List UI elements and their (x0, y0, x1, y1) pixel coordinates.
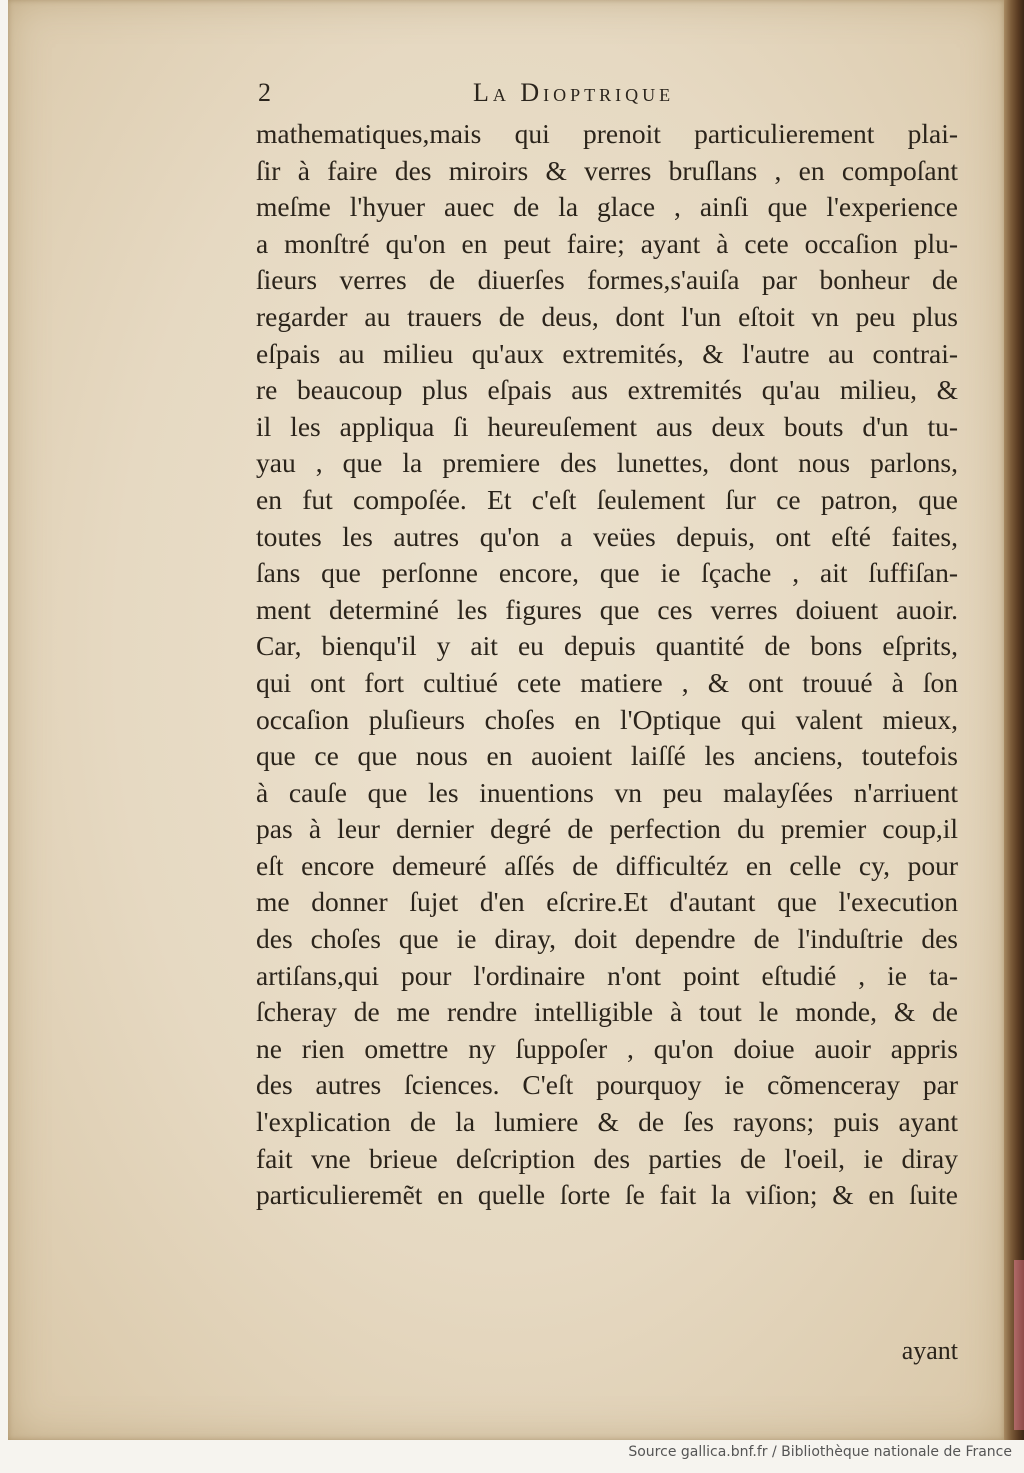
text-line: re beaucoup plus eſpais aus extremités qu'au milieu, & (256, 374, 958, 406)
catchword: ayant (901, 1336, 958, 1365)
text-line: Car, bienqu'il y ait eu depuis quantité de bons eſprits, (256, 630, 958, 662)
text-line: mathematiques,mais qui prenoit particulierement plai- (256, 118, 958, 149)
text-line: ſieurs verres de diuerſes formes,s'auiſa par bonheur de (256, 264, 958, 296)
text-line: que ce que nous en auoient laiſſé les anciens, toutefois (256, 740, 958, 772)
text-line: eſt encore demeuré aſſés de difficultéz en celle cy, pour (256, 849, 958, 881)
body-text (256, 116, 958, 1365)
text-line: a monſtré qu'on en peut faire; ayant à cete occaſion plu- (256, 227, 958, 259)
text-line: pas à leur dernier degré de perfection du premier coup,il (256, 813, 958, 845)
text-line: yau , que la premiere des lunettes, dont nous parlons, (256, 447, 958, 479)
text-line: eſpais au milieu qu'aux extremités, & l'autre au contrai- (256, 337, 958, 369)
text-line: l'explication de la lumiere & de ſes rayons; puis ayant (256, 1106, 958, 1138)
text-line: regarder au trauers de deus, dont l'un eſtoit vn peu plus (256, 300, 958, 332)
page-edge (1004, 0, 1024, 1440)
text-line: des choſes que ie diray, doit dependre de l'induſtrie des (256, 923, 958, 955)
text-line: toutes les autres qu'on a veües depuis, ont eſté faites, (256, 520, 958, 552)
page-number: 2 (258, 78, 271, 107)
text-line: ſcheray de me rendre intelligible à tout le monde, & de (256, 996, 958, 1028)
text-line: ſans que perſonne encore, que ie ſçache , ait ſuffiſan- (256, 557, 958, 589)
text-line: des autres ſciences. C'eſt pourquoy ie cõmenceray par (256, 1069, 958, 1101)
text-line: occaſion pluſieurs choſes en l'Optique qui valent mieux, (256, 703, 958, 735)
text-line: à cauſe que les inuentions vn peu malayſées n'arriuent (256, 776, 958, 808)
source-credit: Source gallica.bnf.fr / Bibliothèque nationale de France (628, 1444, 1012, 1460)
text-line: particulieremẽt en quelle ſorte ſe fait la viſion; & en ſuite (256, 1179, 958, 1211)
text-line: en fut compoſée. Et c'eſt ſeulement ſur ce patron, que (256, 483, 958, 515)
running-title: La Dioptrique (473, 78, 675, 107)
text-line: ne rien omettre ny ſuppoſer , qu'on doiue auoir appris (256, 1032, 958, 1064)
text-line: artiſans,qui pour l'ordinaire n'ont point eſtudié , ie ta- (256, 959, 958, 991)
bookmark-ribbon (1014, 1260, 1024, 1430)
text-line: ſir à faire des miroirs & verres bruſlans , en compoſant (256, 154, 958, 186)
text-line: il les appliqua ſi heureuſement aus deux bouts d'un tu- (256, 410, 958, 442)
page-header (258, 78, 958, 108)
text-line: ment determiné les figures que ces verres doiuent auoir. (256, 593, 958, 625)
text-line: fait vne brieue deſcription des parties de l'oeil, ie diray (256, 1142, 958, 1174)
book-page (8, 0, 1004, 1440)
text-line: me donner ſujet d'en eſcrire.Et d'autant que l'execution (256, 886, 958, 918)
text-line: qui ont fort cultiué cete matiere , & ont trouué à ſon (256, 666, 958, 698)
text-line: meſme l'hyuer auec de la glace , ainſi que l'experience (256, 191, 958, 223)
